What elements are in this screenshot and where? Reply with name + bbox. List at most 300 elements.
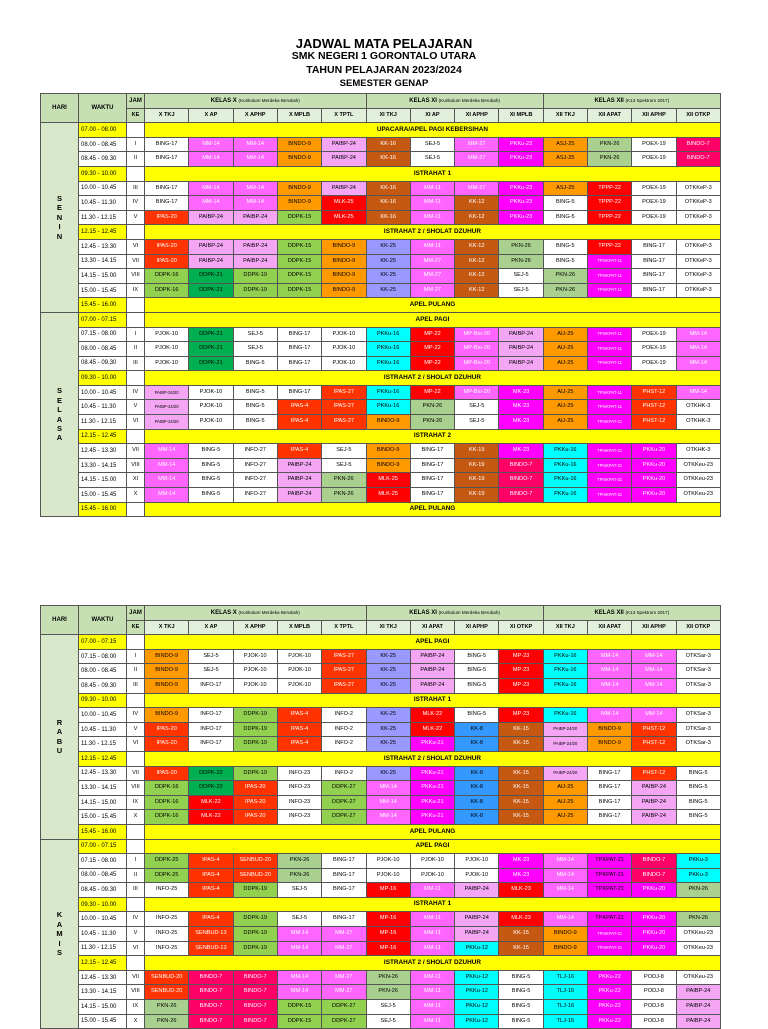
subject-cell: OTKKeP-3 [676,181,720,196]
subject-cell: MK-23 [499,868,543,883]
subject-cell: MM-11 [410,196,454,211]
subject-cell: PKKu-16 [366,385,410,400]
subject-cell: PKN-26 [676,883,720,898]
subject-cell: MM-14 [277,985,321,1000]
subject-cell: MM-14 [277,970,321,985]
class-column-header: X APHP [233,620,277,635]
subject-cell: TPmKPAT-11 [588,400,632,415]
subject-cell: MM-14 [189,137,233,152]
time-slot: 12.45 - 13.30 [79,766,127,781]
subject-cell: PAIBP-24 [499,356,543,371]
period-number: X [127,810,145,825]
subject-cell: PAIBP-24 [410,649,454,664]
time-slot: 08.00 - 08.45 [79,137,127,152]
subject-cell: SEJ-5 [233,327,277,342]
time-slot: 14.15 - 15.00 [79,1000,127,1015]
subject-cell: TPPP-22 [588,239,632,254]
band-spacer [127,298,145,313]
subject-cell: TPKPAT-21 [588,883,632,898]
subject-cell: KK-19 [455,444,499,459]
subject-cell: MM-27 [322,985,366,1000]
time-slot: 10.00 - 10.45 [79,912,127,927]
subject-cell: IPAS-4 [277,415,321,430]
subject-cell: MM-14 [233,181,277,196]
subject-cell: PAIBP-24 [676,1014,720,1029]
period-number: V [127,722,145,737]
subject-cell: BING-17 [322,912,366,927]
class-column-header: XII APHP [632,108,676,123]
subject-cell: PJOK-10 [455,854,499,869]
subject-cell: MM-27 [322,941,366,956]
period-number: II [127,664,145,679]
subject-cell: PKKu-23 [499,137,543,152]
time-slot: 07.15 - 08.00 [79,854,127,869]
group-name: KELAS XI [409,97,439,104]
subject-cell: INFO-25 [145,912,189,927]
day-letter: L [57,405,62,415]
subject-cell: TPmKPAT-21 [588,458,632,473]
subject-cell: INFO-27 [233,444,277,459]
subject-cell: BINDO-7 [189,970,233,985]
subject-cell: MM-11 [410,210,454,225]
subject-cell: PAIBP-24 [455,883,499,898]
time-slot: 15.45 - 16.00 [79,502,127,517]
subject-cell: PKN-26 [588,152,632,167]
subject-cell: BING-17 [632,239,676,254]
subject-cell: PKKu-12 [455,985,499,1000]
subject-cell: KK-25 [366,239,410,254]
subject-cell: KK-8 [455,810,499,825]
subject-cell: PKKu-16 [366,400,410,415]
subject-cell: OTKHK-3 [676,400,720,415]
band-spacer [127,502,145,517]
header-hari: HARI [41,606,79,635]
subject-cell: KK-8 [455,737,499,752]
subject-cell: BING-17 [588,795,632,810]
subject-cell: MM-14 [676,385,720,400]
subject-cell: DDPK-19 [233,766,277,781]
subject-cell: PJOK-10 [366,868,410,883]
subject-cell: MM-14 [145,473,189,488]
subject-cell: INFO-23 [277,795,321,810]
subject-cell: MP-23 [499,664,543,679]
subject-cell: MK-23 [499,400,543,415]
subject-cell: KK-12 [455,269,499,284]
time-slot: 12.45 - 13.30 [79,239,127,254]
subject-cell: BINDO-9 [322,283,366,298]
subject-cell: PKN-26 [145,1000,189,1015]
subject-cell: DDPK-15 [277,283,321,298]
header-jam: JAM [127,606,145,621]
class-column-header: XII APHP [632,620,676,635]
subject-cell: INFO-2 [322,722,366,737]
subject-cell: BING-17 [410,473,454,488]
band-spacer [127,225,145,240]
time-slot: 13.30 - 14.15 [79,458,127,473]
subject-cell: OTKKeu-23 [676,473,720,488]
subject-cell: INFO-2 [322,766,366,781]
subject-cell: BING-17 [588,810,632,825]
schedule-table-2 [40,605,721,1029]
group-note: (Kurikulum Merdeka Berubah) [238,97,300,103]
subject-cell: MLK-22 [189,810,233,825]
subject-cell: INFO-17 [189,737,233,752]
subject-cell: PHST-12 [632,415,676,430]
subject-cell: OTKKeu-23 [676,927,720,942]
subject-cell: BINDO-9 [145,708,189,723]
subject-cell: SEJ-5 [410,152,454,167]
subject-cell: PKN-26 [145,1014,189,1029]
subject-cell: BINDO-9 [543,927,587,942]
time-slot: 13.30 - 14.15 [79,781,127,796]
academic-year: TAHUN PELAJARAN 2023/2024 [306,64,462,76]
period-number: IV [127,708,145,723]
subject-cell: BING-17 [145,137,189,152]
subject-cell: SEJ-5 [277,912,321,927]
subject-cell: POEX-19 [632,152,676,167]
subject-cell: DDPK-15 [277,254,321,269]
subject-cell: PODJ-8 [632,1000,676,1015]
subject-cell: PAIBP-24/20 [543,737,587,752]
subject-cell: INFO-2 [322,708,366,723]
subject-cell: BING-5 [499,970,543,985]
subject-cell: INFO-23 [277,781,321,796]
subject-cell: PJOK-10 [145,342,189,357]
subject-cell: BING-5 [676,781,720,796]
subject-cell: PAIBP-24 [455,927,499,942]
time-slot: 07.00 - 08.00 [79,123,127,138]
subject-cell: IPAS-20 [145,239,189,254]
subject-cell: TPmKPAT-11 [588,327,632,342]
subject-cell: MM-27 [410,283,454,298]
subject-cell: OTKKeP-3 [676,269,720,284]
day-letter: B [56,736,63,746]
subject-cell: DDPK-19 [233,722,277,737]
subject-cell: IPAS-20 [145,254,189,269]
class-column-header: XI APAT [410,620,454,635]
subject-cell: TLJ-16 [543,1000,587,1015]
band-spacer [127,635,145,650]
subject-cell: PHST-12 [632,400,676,415]
subject-cell: DDPK-27 [322,795,366,810]
subject-cell: DDPK-16 [145,781,189,796]
class-column-header: XII TKJ [543,108,587,123]
subject-cell: PKN-26 [322,473,366,488]
subject-cell: PAIBP-24 [277,488,321,503]
subject-cell: MM-14 [366,795,410,810]
subject-cell: MM-11 [410,985,454,1000]
class-column-header: XII TKJ [543,620,587,635]
subject-cell: BING-17 [322,868,366,883]
subject-cell: SENBUD-20 [233,854,277,869]
subject-cell: PHST-12 [632,385,676,400]
time-slot: 12.15 - 12.45 [79,956,127,971]
subject-cell: PKN-26 [410,400,454,415]
subject-cell: BING-5 [676,766,720,781]
subject-cell: PJOK-10 [145,327,189,342]
subject-cell: BING-5 [189,458,233,473]
subject-cell: MM-14 [145,458,189,473]
subject-cell: BINDO-9 [145,678,189,693]
subject-cell: SEJ-5 [233,342,277,357]
subject-cell: AIJ-25 [543,781,587,796]
subject-cell: PJOK-10 [410,854,454,869]
subject-cell: MM-14 [543,868,587,883]
subject-cell: PKKu-16 [543,649,587,664]
subject-cell: MK-23 [499,444,543,459]
subject-cell: MM-27 [322,970,366,985]
subject-cell: KK-12 [455,196,499,211]
day-letter: A [56,727,63,737]
subject-cell: INFO-23 [277,766,321,781]
subject-cell: BING-17 [322,854,366,869]
subject-cell: INFO-23 [277,810,321,825]
subject-cell: TPmKPAT-21 [588,927,632,942]
time-slot: 15.00 - 15.45 [79,810,127,825]
subject-cell: KK-16 [366,196,410,211]
subject-cell: KK-15 [499,766,543,781]
time-slot: 10.45 - 11.30 [79,196,127,211]
subject-cell: OTKKeP-3 [676,196,720,211]
subject-cell: MM-14 [189,152,233,167]
subject-cell: PKKu-21 [410,737,454,752]
subject-cell: BING-17 [277,385,321,400]
subject-cell: INFO-27 [233,473,277,488]
subject-cell: PKN-26 [543,269,587,284]
schedule-table-1 [40,93,721,517]
subject-cell: BING-5 [455,664,499,679]
subject-cell: MLK-22 [189,795,233,810]
header-group [543,94,720,109]
subject-cell: PKKu-21 [410,766,454,781]
subject-cell: BING-17 [277,327,321,342]
subject-cell: MM-27 [322,927,366,942]
subject-cell: BINDO-7 [189,985,233,1000]
header-group [145,606,367,621]
subject-cell: KK-19 [455,473,499,488]
subject-cell: INFO-25 [145,941,189,956]
subject-cell: KK-15 [499,927,543,942]
subject-cell: MM-14 [588,664,632,679]
period-number: XI [127,473,145,488]
subject-cell: MK-23 [499,854,543,869]
subject-cell: BINDO-9 [543,941,587,956]
time-slot: 09.30 - 10.00 [79,166,127,181]
subject-cell: TLJ-16 [543,985,587,1000]
subject-cell: MLK-25 [322,210,366,225]
subject-cell: KK-25 [366,269,410,284]
subject-cell: PKKu-16 [543,708,587,723]
subject-cell: MP-22 [410,327,454,342]
header-group [145,94,367,109]
subject-cell: BING-5 [455,649,499,664]
subject-cell: PKKu-16 [543,473,587,488]
subject-cell: TPmKPAT-11 [588,356,632,371]
class-column-header: XI AP [410,108,454,123]
subject-cell: IPAS-27 [322,664,366,679]
class-column-header: XI TKJ [366,620,410,635]
subject-cell: OTKSar-3 [676,664,720,679]
subject-cell: PKN-26 [499,239,543,254]
subject-cell: MLK-25 [322,196,366,211]
subject-cell: DDPK-21 [189,269,233,284]
day-letter: A [56,414,63,424]
time-slot: 08.00 - 08.45 [79,868,127,883]
subject-cell: MM-14 [189,181,233,196]
subject-cell: BING-17 [588,766,632,781]
day-label [41,635,79,839]
time-slot: 07.15 - 08.00 [79,327,127,342]
time-slot: 14.15 - 15.00 [79,473,127,488]
subject-cell: INFO-17 [189,722,233,737]
subject-cell: PKKu-3 [676,868,720,883]
subject-cell: MM-11 [410,927,454,942]
day-letter: M [56,929,63,939]
period-number: I [127,327,145,342]
subject-cell: BINDO-7 [676,152,720,167]
period-number: IV [127,912,145,927]
subject-cell: PAIBP-24 [410,664,454,679]
time-slot: 13.30 - 14.15 [79,254,127,269]
subject-cell: IPAS-4 [189,854,233,869]
class-column-header: X TPTL [322,620,366,635]
subject-cell: PAIBP-24 [189,210,233,225]
subject-cell: MM-14 [632,649,676,664]
subject-cell: DDPK-21 [189,356,233,371]
subject-cell: DDPK-19 [233,912,277,927]
band-spacer [127,371,145,386]
subject-cell: PKKu-12 [455,941,499,956]
time-slot: 10.00 - 10.45 [79,181,127,196]
subject-cell: PKKu-23 [499,152,543,167]
subject-cell: OTKKeP-3 [676,254,720,269]
subject-cell: PKN-26 [277,868,321,883]
subject-cell: SEJ-5 [189,649,233,664]
subject-cell: BINDO-7 [499,458,543,473]
subject-cell: PJOK-10 [189,415,233,430]
time-slot: 11.30 - 12.15 [79,737,127,752]
subject-cell: IPAS-4 [277,444,321,459]
subject-cell: PJOK-10 [277,664,321,679]
subject-cell: TPmKPAT-21 [588,415,632,430]
class-column-header: XII OTKP [676,108,720,123]
subject-cell: KK-8 [455,722,499,737]
time-slot: 07.00 - 07.15 [79,839,127,854]
subject-cell: POEX-19 [632,327,676,342]
subject-cell: SEJ-5 [189,664,233,679]
subject-cell: AIJ-25 [543,327,587,342]
class-column-header: X TKJ [145,108,189,123]
time-slot: 10.45 - 11.30 [79,400,127,415]
subject-cell: PHST-12 [632,737,676,752]
subject-cell: MM-27 [455,137,499,152]
subject-cell: ASJ-25 [543,152,587,167]
subject-cell: MLK-25 [366,488,410,503]
band-spacer [127,166,145,181]
subject-cell: KK-25 [366,708,410,723]
subject-cell: MM-27 [455,181,499,196]
subject-cell: PKN-26 [366,985,410,1000]
subject-cell: PAIBP-24 [322,152,366,167]
subject-cell: PKKu-16 [366,356,410,371]
subject-cell: INFO-25 [145,883,189,898]
subject-cell: PAIBP-24 [277,473,321,488]
band-spacer [127,824,145,839]
subject-cell: SEJ-5 [499,283,543,298]
subject-cell: AIJ-25 [543,356,587,371]
period-number: VII [127,970,145,985]
subject-cell: PKN-26 [322,488,366,503]
subject-cell: MLK-23 [499,883,543,898]
subject-cell: BINDO-7 [233,970,277,985]
subject-cell: POEX-19 [632,181,676,196]
group-name: KELAS X [210,609,239,616]
subject-cell: PODJ-8 [632,985,676,1000]
subject-cell: PAIBP-24 [499,327,543,342]
subject-cell: TPKPAT-21 [588,912,632,927]
subject-cell: SEJ-5 [455,400,499,415]
period-number: VI [127,415,145,430]
band-spacer [127,751,145,766]
subject-cell: PJOK-10 [233,649,277,664]
subject-cell: BING-5 [676,795,720,810]
subject-cell: PKKu-20 [632,473,676,488]
subject-cell: PHST-12 [632,766,676,781]
time-slot: 14.15 - 15.00 [79,269,127,284]
subject-cell: MM-11 [410,883,454,898]
subject-cell: KK-15 [499,810,543,825]
subject-cell: MM-14 [145,444,189,459]
subject-cell: KK-25 [366,664,410,679]
subject-cell: MP-23 [499,649,543,664]
subject-cell: IPAS-20 [145,210,189,225]
band-spacer [127,693,145,708]
subject-cell: BINDO-9 [366,415,410,430]
subject-cell: MP-23 [499,678,543,693]
time-slot: 08.45 - 09.30 [79,356,127,371]
subject-cell: OTKKeP-3 [676,210,720,225]
subject-cell: PJOK-10 [233,678,277,693]
day-letter: N [56,212,63,222]
subject-cell: TPKPAT-21 [588,868,632,883]
period-number: VII [127,254,145,269]
subject-cell: DDPK-22 [189,766,233,781]
subject-cell: PAIBP-24 [233,210,277,225]
subject-cell: PKKu-23 [499,210,543,225]
period-number: VI [127,737,145,752]
subject-cell: KK-12 [455,254,499,269]
subject-cell: OTKKeu-23 [676,970,720,985]
subject-cell: DDPK-19 [233,883,277,898]
subject-cell: DDPK-21 [189,342,233,357]
subject-cell: IPAS-27 [322,415,366,430]
period-number: IV [127,196,145,211]
subject-cell: PAIBP-24 [632,795,676,810]
subject-cell: KK-25 [366,766,410,781]
time-slot: 08.00 - 08.45 [79,664,127,679]
subject-cell: OTKKeu-23 [676,941,720,956]
subject-cell: PKKu-16 [543,678,587,693]
subject-cell: DDPK-16 [145,269,189,284]
school-name: SMK NEGERI 1 GORONTALO UTARA [291,50,477,62]
time-slot: 15.00 - 15.45 [79,283,127,298]
subject-cell: PKN-26 [543,283,587,298]
subject-cell: PAIBP-24 [322,137,366,152]
subject-cell: INFO-17 [189,678,233,693]
subject-cell: OTKSar-3 [676,708,720,723]
class-column-header: X MPLB [277,620,321,635]
subject-cell: PAIBP-24/20 [145,415,189,430]
